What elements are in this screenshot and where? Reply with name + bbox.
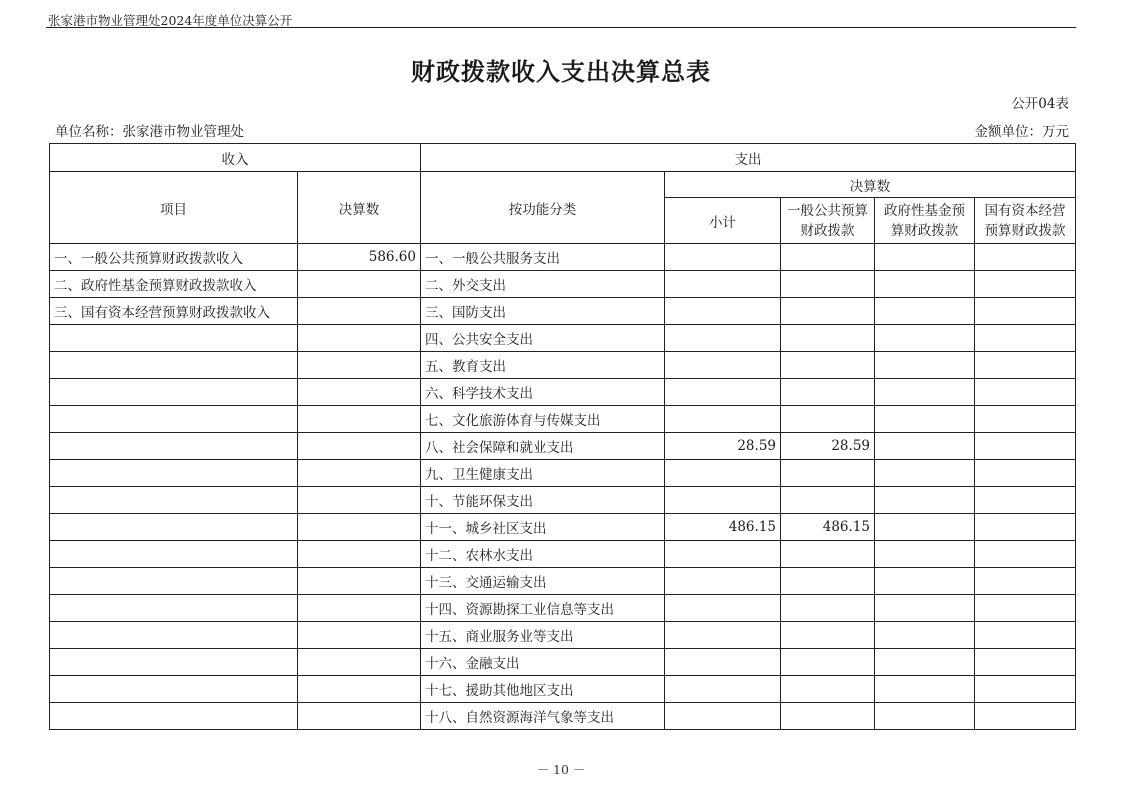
table-row <box>50 433 1076 460</box>
expense-item-cell: 三、国防支出 <box>421 298 665 325</box>
gov-fund-cell <box>875 325 975 352</box>
gov-fund-cell <box>875 271 975 298</box>
state-capital-cell <box>975 676 1076 703</box>
subtotal-cell <box>665 568 781 595</box>
income-item-cell <box>50 487 298 514</box>
general-budget-cell <box>781 298 875 325</box>
income-amount-cell <box>298 649 421 676</box>
general-budget-cell <box>781 568 875 595</box>
page-number: － 10 － <box>536 762 586 777</box>
subtotal-cell <box>665 460 781 487</box>
expense-item-cell: 九、卫生健康支出 <box>421 460 665 487</box>
income-item-cell: 三、国有资本经营预算财政拨款收入 <box>50 298 298 325</box>
table-row <box>50 352 1076 379</box>
state-capital-cell <box>975 325 1076 352</box>
expense-item-cell: 十三、交通运输支出 <box>421 568 665 595</box>
expense-item-cell: 十一、城乡社区支出 <box>421 514 665 541</box>
expense-item-cell: 十六、金融支出 <box>421 649 665 676</box>
expense-item-cell: 十四、资源勘探工业信息等支出 <box>421 595 665 622</box>
gov-fund-cell <box>875 541 975 568</box>
income-item-cell <box>50 541 298 568</box>
form-code: 公开04表 <box>1011 96 1069 112</box>
gov-fund-cell <box>875 568 975 595</box>
general-budget-cell: 486.15 <box>781 514 875 541</box>
subtotal-cell <box>665 271 781 298</box>
table-row <box>50 595 1076 622</box>
col-header-functional-class: 按功能分类 <box>421 172 665 244</box>
subtotal-cell <box>665 676 781 703</box>
income-item-cell <box>50 595 298 622</box>
income-item-cell <box>50 325 298 352</box>
income-item-cell: 二、政府性基金预算财政拨款收入 <box>50 271 298 298</box>
expense-item-cell: 二、外交支出 <box>421 271 665 298</box>
income-item-cell <box>50 379 298 406</box>
header-rule <box>46 27 1076 28</box>
table-row <box>50 541 1076 568</box>
col-header-subtotal: 小计 <box>665 198 781 244</box>
general-budget-cell <box>781 325 875 352</box>
expense-item-cell: 一、一般公共服务支出 <box>421 244 665 271</box>
expense-header: 支出 <box>421 144 1076 172</box>
income-item-cell <box>50 676 298 703</box>
gov-fund-cell <box>875 649 975 676</box>
table-row <box>50 271 1076 298</box>
subtotal-cell: 486.15 <box>665 514 781 541</box>
subtotal-cell <box>665 379 781 406</box>
table-body <box>50 244 1076 730</box>
income-amount-cell <box>298 568 421 595</box>
state-capital-cell <box>975 271 1076 298</box>
state-capital-cell <box>975 487 1076 514</box>
income-amount-cell <box>298 433 421 460</box>
gov-fund-cell <box>875 433 975 460</box>
income-amount-cell <box>298 595 421 622</box>
subtotal-cell <box>665 649 781 676</box>
income-item-cell <box>50 352 298 379</box>
general-budget-cell <box>781 703 875 730</box>
running-header: 张家港市物业管理处2024年度单位决算公开 <box>48 13 293 28</box>
subtotal-cell <box>665 487 781 514</box>
income-amount-cell <box>298 541 421 568</box>
state-capital-cell <box>975 433 1076 460</box>
expense-item-cell: 十七、援助其他地区支出 <box>421 676 665 703</box>
subtotal-cell <box>665 244 781 271</box>
general-budget-cell <box>781 244 875 271</box>
income-amount-cell <box>298 325 421 352</box>
state-capital-cell <box>975 244 1076 271</box>
expense-item-cell: 十五、商业服务业等支出 <box>421 622 665 649</box>
table-row <box>50 514 1076 541</box>
income-item-cell <box>50 622 298 649</box>
gov-fund-cell <box>875 298 975 325</box>
subtotal-cell <box>665 352 781 379</box>
col-header-gov-fund: 政府性基金预算财政拨款 <box>875 198 975 244</box>
subtotal-cell <box>665 325 781 352</box>
general-budget-cell <box>781 406 875 433</box>
expense-item-cell: 四、公共安全支出 <box>421 325 665 352</box>
income-amount-cell <box>298 379 421 406</box>
gov-fund-cell <box>875 595 975 622</box>
income-item-cell <box>50 568 298 595</box>
expense-item-cell: 十二、农林水支出 <box>421 541 665 568</box>
general-budget-cell <box>781 271 875 298</box>
state-capital-cell <box>975 541 1076 568</box>
gov-fund-cell <box>875 622 975 649</box>
table-row <box>50 379 1076 406</box>
income-amount-cell <box>298 514 421 541</box>
general-budget-cell <box>781 595 875 622</box>
income-amount-cell <box>298 298 421 325</box>
subtotal-cell <box>665 298 781 325</box>
state-capital-cell <box>975 406 1076 433</box>
unit-name: 单位名称：张家港市物业管理处 <box>55 124 244 140</box>
income-item-cell: 一、一般公共预算财政拨款收入 <box>50 244 298 271</box>
general-budget-cell <box>781 676 875 703</box>
general-budget-cell <box>781 352 875 379</box>
gov-fund-cell <box>875 406 975 433</box>
expense-item-cell: 七、文化旅游体育与传媒支出 <box>421 406 665 433</box>
state-capital-cell <box>975 622 1076 649</box>
table-row <box>50 298 1076 325</box>
subtotal-cell <box>665 406 781 433</box>
table-row <box>50 649 1076 676</box>
income-item-cell <box>50 514 298 541</box>
general-budget-cell <box>781 649 875 676</box>
income-amount-cell <box>298 487 421 514</box>
income-header: 收入 <box>50 144 421 172</box>
state-capital-cell <box>975 649 1076 676</box>
income-item-cell <box>50 649 298 676</box>
gov-fund-cell <box>875 514 975 541</box>
gov-fund-cell <box>875 703 975 730</box>
table-row <box>50 568 1076 595</box>
income-amount-cell <box>298 622 421 649</box>
income-amount-cell <box>298 406 421 433</box>
subtotal-cell <box>665 703 781 730</box>
state-capital-cell <box>975 379 1076 406</box>
col-header-final-group: 决算数 <box>665 172 1076 198</box>
gov-fund-cell <box>875 460 975 487</box>
table-row <box>50 460 1076 487</box>
table-row <box>50 622 1076 649</box>
expense-item-cell: 五、教育支出 <box>421 352 665 379</box>
state-capital-cell <box>975 352 1076 379</box>
state-capital-cell <box>975 703 1076 730</box>
gov-fund-cell <box>875 676 975 703</box>
table-row <box>50 244 1076 271</box>
table-row <box>50 487 1076 514</box>
income-item-cell <box>50 703 298 730</box>
state-capital-cell <box>975 514 1076 541</box>
state-capital-cell <box>975 460 1076 487</box>
gov-fund-cell <box>875 244 975 271</box>
general-budget-cell <box>781 460 875 487</box>
state-capital-cell <box>975 568 1076 595</box>
income-amount-cell <box>298 352 421 379</box>
col-header-final-amount: 决算数 <box>298 172 421 244</box>
col-header-general-budget: 一般公共预算财政拨款 <box>781 198 875 244</box>
table-row <box>50 325 1076 352</box>
general-budget-cell <box>781 541 875 568</box>
subtotal-cell <box>665 622 781 649</box>
state-capital-cell <box>975 298 1076 325</box>
expense-item-cell: 六、科学技术支出 <box>421 379 665 406</box>
income-amount-cell <box>298 676 421 703</box>
income-amount-cell: 586.60 <box>298 244 421 271</box>
expense-item-cell: 十、节能环保支出 <box>421 487 665 514</box>
subtotal-cell <box>665 541 781 568</box>
general-budget-cell <box>781 379 875 406</box>
gov-fund-cell <box>875 379 975 406</box>
gov-fund-cell <box>875 487 975 514</box>
expense-item-cell: 八、社会保障和就业支出 <box>421 433 665 460</box>
general-budget-cell <box>781 487 875 514</box>
subtotal-cell <box>665 595 781 622</box>
table-row <box>50 703 1076 730</box>
income-amount-cell <box>298 271 421 298</box>
income-amount-cell <box>298 703 421 730</box>
table-row <box>50 406 1076 433</box>
expense-item-cell: 十八、自然资源海洋气象等支出 <box>421 703 665 730</box>
subtotal-cell: 28.59 <box>665 433 781 460</box>
income-item-cell <box>50 460 298 487</box>
table-row <box>50 676 1076 703</box>
amount-unit: 金额单位：万元 <box>974 124 1069 140</box>
document-title: 财政拨款收入支出决算总表 <box>411 58 711 86</box>
gov-fund-cell <box>875 352 975 379</box>
budget-table <box>49 143 1076 730</box>
income-item-cell <box>50 433 298 460</box>
col-header-state-capital: 国有资本经营预算财政拨款 <box>975 198 1076 244</box>
col-header-item: 项目 <box>50 172 298 244</box>
income-amount-cell <box>298 460 421 487</box>
income-item-cell <box>50 406 298 433</box>
general-budget-cell: 28.59 <box>781 433 875 460</box>
state-capital-cell <box>975 595 1076 622</box>
general-budget-cell <box>781 622 875 649</box>
